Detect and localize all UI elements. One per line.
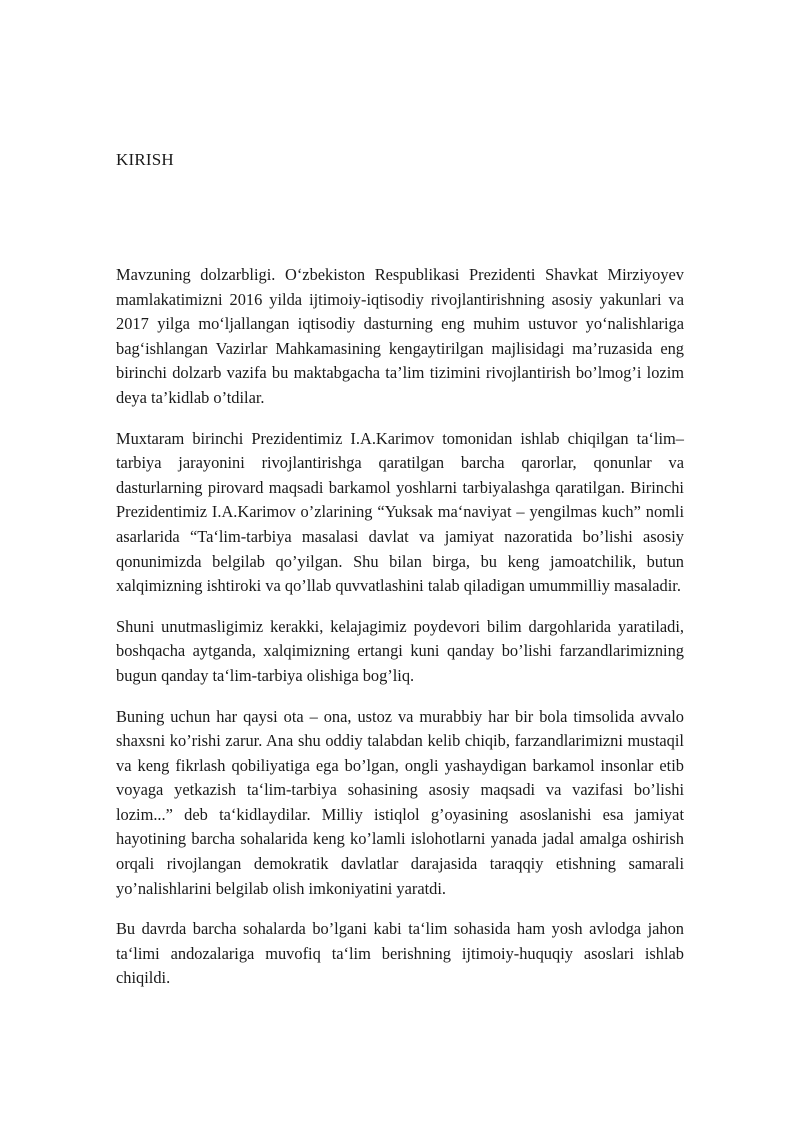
paragraph-education-standards: Bu davrda barcha sohalarda bo’lgani kabi ta‘lim sohasida ham yosh avlodga jahon ta‘limi andozalariga muvofiq ta‘lim berishning ijtimoiy-huquqiy asoslari ishlab chiqildi. bbox=[116, 919, 684, 988]
paragraph-first-president: Muxtaram birinchi Prezidentimiz I.A.Karimov tomonidan ishlab chiqilgan ta‘lim–tarbiya jarayonini rivojlantirishga qaratilgan barcha qarorlar, qonunlar va dasturlarning pirovard maqsadi barkamol yoshlarni tarbiyalashga qaratilgan. Birinchi Prezidentimiz I.A.Karimov o’zlarining “Yuksak ma‘naviyat – yengilmas kuch” nomli asarlarida “Ta‘lim-tarbiya masalasi davlat va jamiyat nazoratida bo’lishi asosiy qonunimizda belgilab qo’yilgan. Shu bilan birga, bu keng jamoatchilik, butun xalqimizning ishtiroki va qo’llab quvvatlashini talab qiladigan umummilliy masaladir. bbox=[116, 428, 684, 596]
section-heading: KIRISH bbox=[116, 150, 174, 169]
paragraph-parents-teachers: Buning uchun har qaysi ota – ona, ustoz va murabbiy har bir bola timsolida avvalo shaxsni ko’rishi zarur. Ana shu oddiy talabdan kelib chiqib, farzandlarimizni mustaqil va keng fikrlash qobiliyatiga ega bo’lgan, ongli yashaydigan barkamol insonlar etib voyaga yetkazish ta‘lim-tarbiya sohasining asosiy maqsadi va vazifasi bo’lishi lozim...” deb ta‘kidlaydilar. Milliy istiqlol g’oyasining asoslanishi esa jamiyat hayotining barcha sohalarida keng ko’lamli islohotlarni yanada jadal amalga oshirish orqali rivojlangan demokratik davlatlar darajasida taraqqiy etishning samarali yo’nalishlarini belgilab olish imkoniyatini yaratdi. bbox=[116, 706, 684, 898]
document-body bbox=[116, 263, 684, 1007]
paragraph-topic-relevance: Mavzuning dolzarbligi. O‘zbekiston Respublikasi Prezidenti Shavkat Mirziyoyev mamlakatimizni 2016 yilda ijtimoiy-iqtisodiy rivojlantirishning asosiy yakunlari va 2017 yilga mo‘ljallangan iqtisodiy dasturning eng muhim ustuvor yo‘nalishlariga bag‘ishlangan Vazirlar Mahkamasining kengaytirilgan majlisidagi ma’ruzasida eng birinchi dolzarb vazifa bu maktabgacha ta’lim tizimini rivojlantirish bo’lmog’i lozim deya ta’kidlab o’tdilar. bbox=[116, 265, 684, 407]
paragraph-future-foundation: Shuni unutmasligimiz kerakki, kelajagimiz poydevori bilim dargohlarida yaratiladi, boshqacha aytganda, xalqimizning ertangi kuni qanday bo’lishi farzandlarimizning bugun qanday ta‘lim-tarbiya olishiga bog’liq. bbox=[116, 616, 684, 685]
